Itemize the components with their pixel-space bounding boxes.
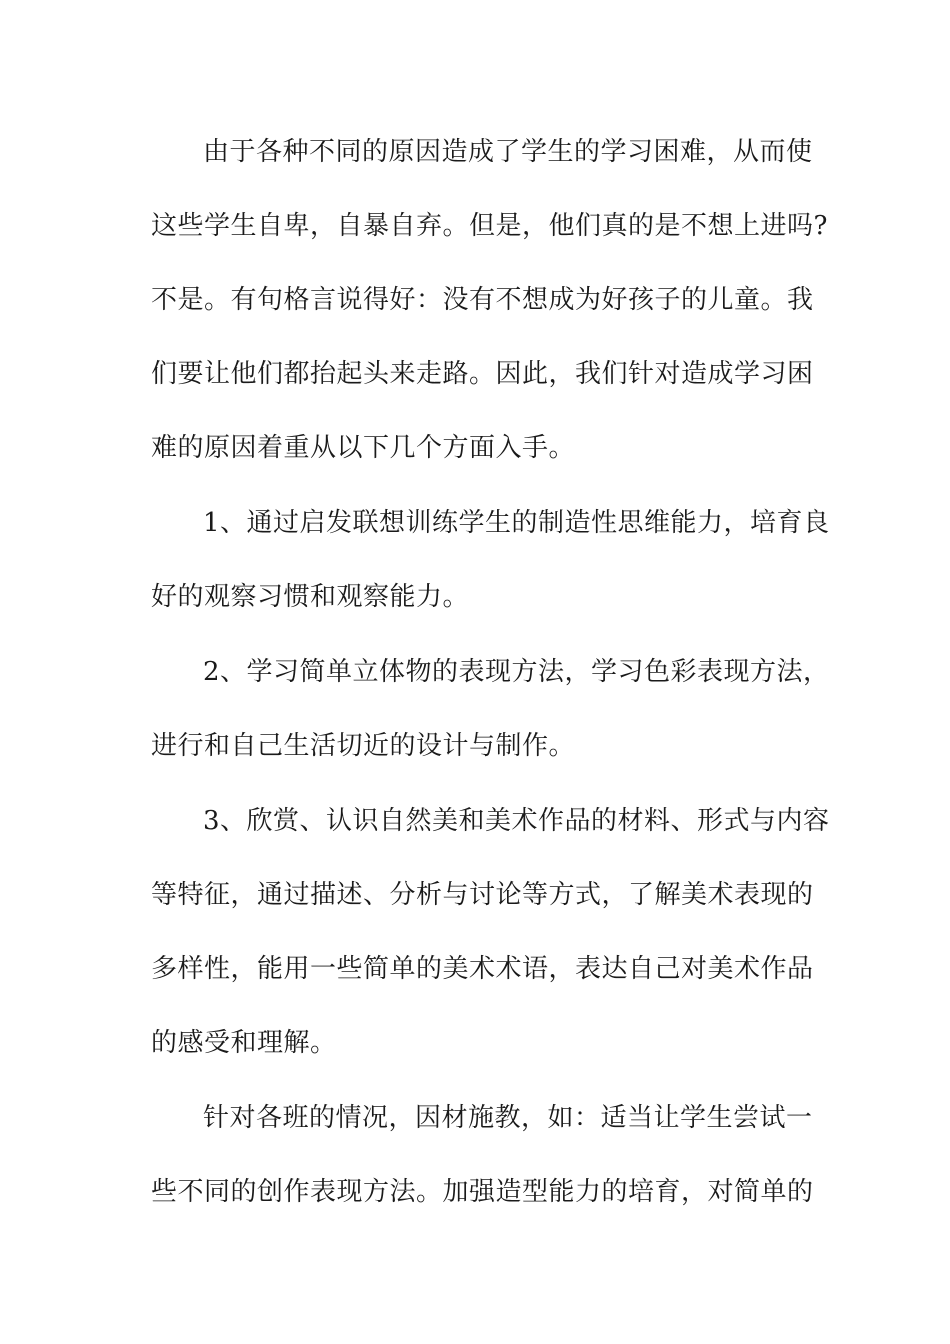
paragraph-4-line-3: 多样性，能用一些简单的美术术语，表达自己对美术作品	[151, 954, 814, 984]
paragraph-1-line-3: 不是。有句格言说得好：没有不想成为好孩子的儿童。我	[151, 285, 814, 315]
paragraph-1-line-1: 由于各种不同的原因造成了学生的学习困难，从而使	[203, 137, 813, 167]
paragraph-3-line-2: 进行和自己生活切近的设计与制作。	[151, 731, 576, 761]
paragraph-5-line-1: 针对各班的情况，因材施教，如：适当让学生尝试一	[203, 1103, 813, 1133]
paragraph-1-line-5: 难的原因着重从以下几个方面入手。	[151, 433, 576, 463]
paragraph-2-line-1: 1、通过启发联想训练学生的制造性思维能力，培育良	[203, 508, 830, 538]
paragraph-2-line-2: 好的观察习惯和观察能力。	[151, 582, 470, 612]
paragraph-5-line-2: 些不同的创作表现方法。加强造型能力的培育，对简单的	[151, 1177, 814, 1207]
paragraph-3-line-1: 2、学习简单立体物的表现方法，学习色彩表现方法，	[203, 657, 830, 687]
paragraph-4-line-4: 的感受和理解。	[151, 1028, 337, 1058]
paragraph-1-line-4: 们要让他们都抬起头来走路。因此，我们针对造成学习困	[151, 359, 814, 389]
paragraph-4-line-2: 等特征，通过描述、分析与讨论等方式，了解美术表现的	[151, 880, 814, 910]
paragraph-1-line-2: 这些学生自卑，自暴自弃。但是，他们真的是不想上进吗?	[151, 211, 828, 241]
paragraph-4-line-1: 3、欣赏、认识自然美和美术作品的材料、形式与内容	[203, 806, 830, 836]
